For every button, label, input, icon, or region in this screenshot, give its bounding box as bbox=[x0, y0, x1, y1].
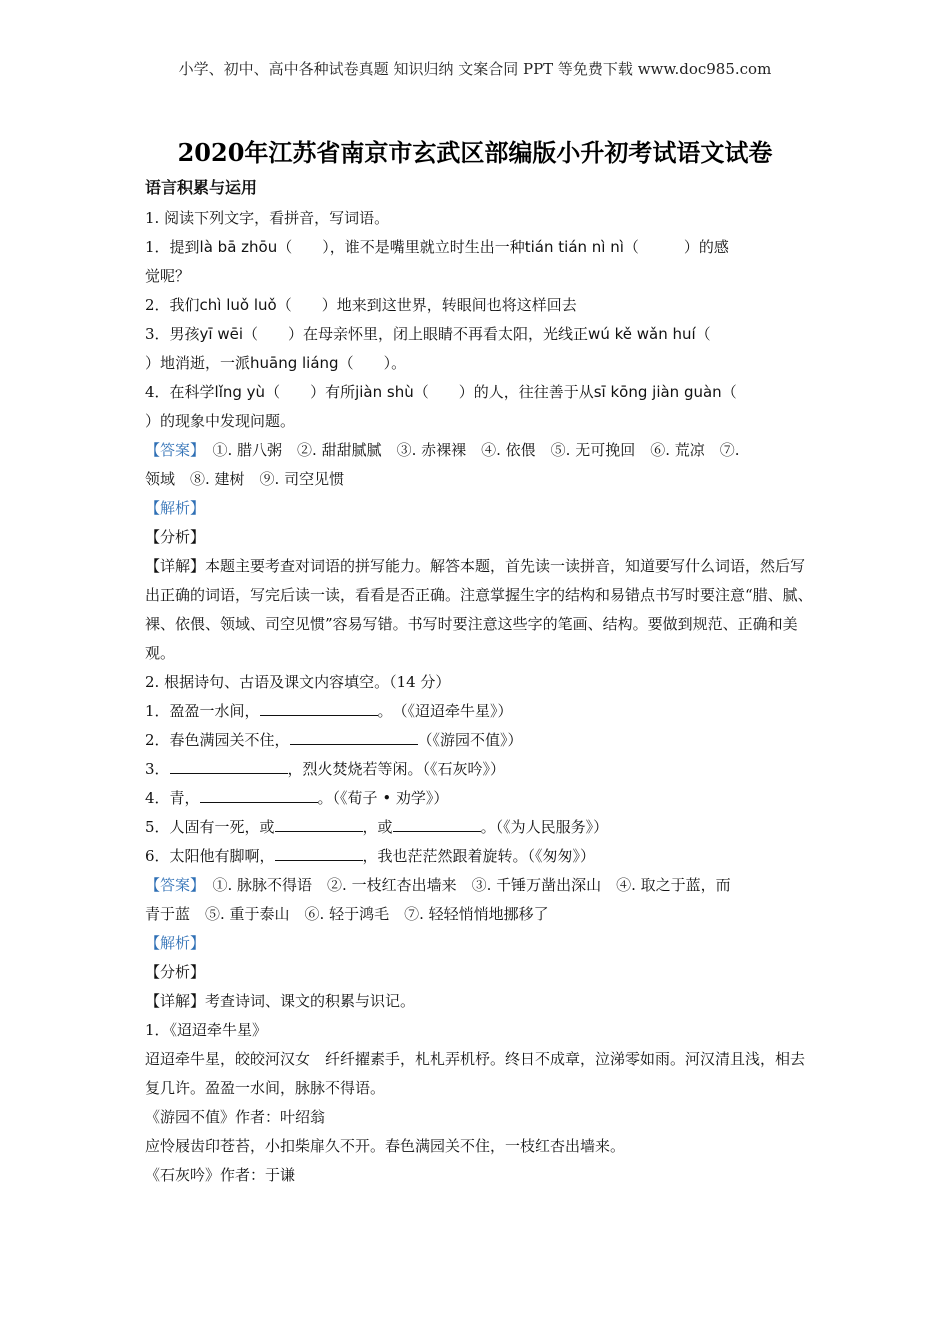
q1-item-4: 4．在科学lǐng yù（ ）有所jiàn shù（ ）的人，往往善于从sī kōng jiàn guàn（ bbox=[145, 383, 737, 401]
pinyin: là bā zhōu bbox=[199, 238, 278, 256]
fenxi-tag: 【分析】 bbox=[145, 528, 206, 546]
q2-line-3: 3． ，烈火焚烧若等闲。（《石灰吟》） bbox=[145, 760, 506, 778]
q2-detail: 【详解】考查诗词、课文的积累与识记。 bbox=[145, 992, 416, 1010]
section-heading: 语言积累与运用 bbox=[145, 178, 258, 197]
q1-answer: 【答案】 ①. 腊八粥 ②. 甜甜腻腻 ③. 赤裸裸 ④. 依偎 ⑤. 无可挽回 ⑥. 荒凉 ⑦. bbox=[145, 441, 740, 459]
q1-item-3-cont: ）地消逝，一派huāng liáng（ ）。 bbox=[145, 354, 407, 372]
q1-detail: 【详解】本题主要考查对词语的拼写能力。解答本题，首先读一读拼音，知道要写什么词语，然后写出正确的词语，写完后读一读，看看是否正确。注意掌握生字的结构和易错点书写时要注意“腊、腻、裸、依偎、领域、司空见惯”容易写错。书写时要注意这些字的笔画、结构。要做到规范、正确和美观。 bbox=[145, 557, 813, 662]
answer-tag: 【答案】 bbox=[145, 876, 198, 894]
poem-title: 1．《迢迢牵牛星》 bbox=[145, 1021, 268, 1039]
analysis-tag: 【解析】 bbox=[145, 934, 206, 952]
q1-stem: 1. 阅读下列文字，看拼音，写词语。 bbox=[145, 209, 390, 227]
analysis-tag: 【解析】 bbox=[145, 499, 206, 517]
pinyin: lǐng yù bbox=[214, 383, 266, 401]
q2-line-2: 2．春色满园关不住， （《游园不值》） bbox=[145, 731, 523, 749]
fill-blank[interactable] bbox=[170, 759, 288, 774]
pinyin: wú kě wǎn huí bbox=[588, 325, 696, 343]
page-header: 小学、初中、高中各种试卷真题 知识归纳 文案合同 PPT 等免费下载 www.doc985.com bbox=[178, 60, 772, 78]
q2-line-5: 5．人固有一死，或 ，或 。（《为人民服务》） bbox=[145, 818, 609, 836]
pinyin: tián tián nì nì bbox=[524, 238, 624, 256]
fenxi-tag: 【分析】 bbox=[145, 963, 206, 981]
q2-stem: 2. 根据诗句、古语及课文内容填空。（14 分） bbox=[145, 673, 451, 691]
q2-line-1: 1．盈盈一水间， 。 （《迢迢牵牛星》） bbox=[145, 702, 513, 720]
fill-blank[interactable] bbox=[290, 730, 418, 745]
pinyin: yī wēi bbox=[199, 325, 244, 343]
q2-line-4: 4．青， 。（《荀子 • 劝学》） bbox=[145, 789, 449, 807]
fill-blank[interactable] bbox=[275, 817, 363, 832]
q1-item-1-cont: 觉呢？ bbox=[145, 267, 191, 285]
pinyin: jiàn shù bbox=[355, 383, 414, 401]
page-title: 2020年江苏省南京市玄武区部编版小升初考试语文试卷 bbox=[177, 138, 773, 167]
poem-text: 迢迢牵牛星，皎皎河汉女 纤纤擢素手，札札弄机杼。终日不成章，泣涕零如雨。河汉清且浅，相去复几许。盈盈一水间，脉脉不得语。 bbox=[145, 1050, 806, 1097]
pinyin: chì luǒ luǒ bbox=[199, 296, 277, 314]
poem-title: 《石灰吟》作者：于谦 bbox=[145, 1166, 296, 1184]
pinyin: huāng liáng bbox=[250, 354, 339, 372]
fill-blank[interactable] bbox=[393, 817, 481, 832]
q1-item-2: 2．我们chì luǒ luǒ（ ）地来到这世界，转眼间也将这样回去 bbox=[145, 296, 577, 314]
q1-answer-cont: 领域 ⑧. 建树 ⑨. 司空见惯 bbox=[145, 470, 345, 488]
q2-line-6: 6．太阳他有脚啊， ，我也茫茫然跟着旋转。（《匆匆》） bbox=[145, 847, 596, 865]
answer-tag: 【答案】 bbox=[145, 441, 198, 459]
pinyin: sī kōng jiàn guàn bbox=[593, 383, 722, 401]
fill-blank[interactable] bbox=[275, 846, 363, 861]
q1-item-1: 1．提到là bā zhōu（ ），谁不是嘴里就立时生出一种tián tián nì nì（ ）的感 bbox=[145, 238, 729, 256]
q2-answer-cont: 青于蓝 ⑤. 重于泰山 ⑥. 轻于鸿毛 ⑦. 轻轻悄悄地挪移了 bbox=[145, 905, 549, 923]
q1-item-4-cont: ）的现象中发现问题。 bbox=[145, 412, 296, 430]
q1-item-3: 3．男孩yī wēi（ ）在母亲怀里，闭上眼睛不再看太阳，光线正wú kě wǎn huí（ bbox=[145, 325, 711, 343]
q2-answer: 【答案】 ①. 脉脉不得语 ②. 一枝红杏出墙来 ③. 千锤万凿出深山 ④. 取之于蓝，而 bbox=[145, 876, 731, 894]
poem-title: 《游园不值》作者：叶绍翁 bbox=[145, 1108, 326, 1126]
document-body bbox=[145, 176, 813, 1190]
fill-blank[interactable] bbox=[200, 788, 318, 803]
fill-blank[interactable] bbox=[260, 701, 378, 716]
poem-text: 应怜屐齿印苍苔，小扣柴扉久不开。春色满园关不住，一枝红杏出墙来。 bbox=[145, 1137, 626, 1155]
